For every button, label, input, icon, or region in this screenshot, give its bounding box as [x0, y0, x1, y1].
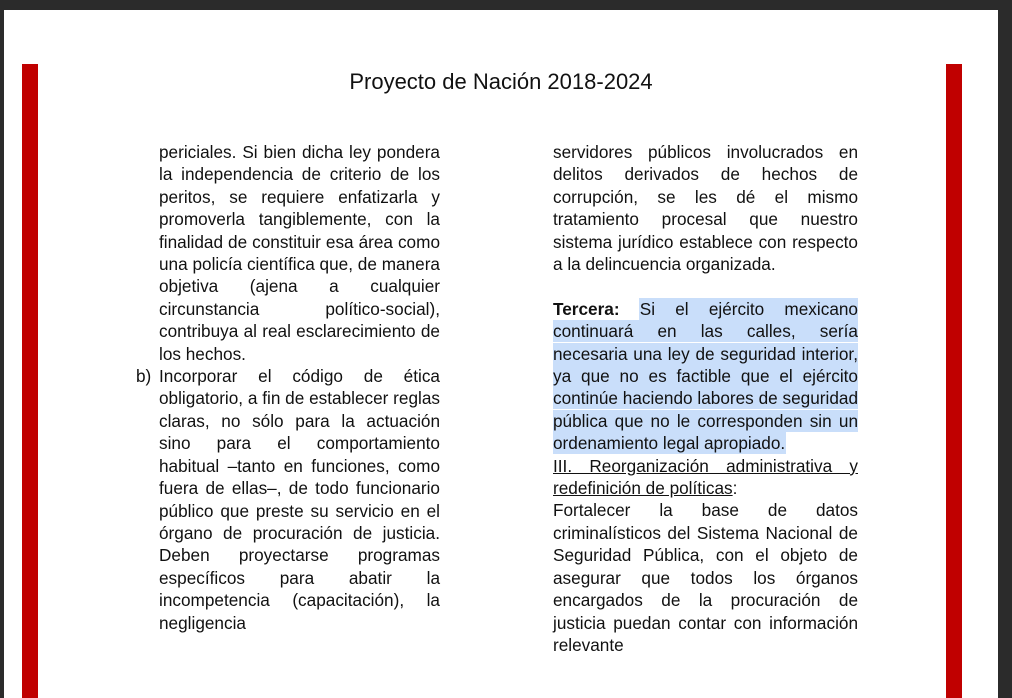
section-paragraph[interactable]: Fortalecer la base de datos criminalísticos del Sistema Nacional de Seguridad Pública, con el objeto de asegurar que todos los órganos encargados de la procuración de justicia puedan contar con información relevante: [553, 500, 858, 655]
right-red-margin-bar: [946, 64, 962, 698]
paragraph-gap: [553, 275, 858, 297]
section-heading-text: III. Reorganización administrativa y redefinición de políticas: [553, 455, 858, 499]
section-heading[interactable]: [553, 455, 858, 500]
list-item-b: [136, 365, 440, 634]
section-heading-colon: :: [732, 478, 738, 499]
right-column: [553, 141, 858, 656]
page-header: Proyecto de Nación 2018-2024: [349, 69, 653, 94]
left-red-margin-bar: [22, 64, 38, 698]
tercera-paragraph[interactable]: [553, 298, 858, 455]
left-column: [136, 141, 440, 634]
list-marker-b: b): [136, 366, 152, 387]
list-item-b-text[interactable]: Incorporar el código de ética obligatorio, a fin de establecer reglas claras, no sólo para la actuación sino para el comportamiento habitual –tanto en funciones, como fuera de ellas–, de todo funcionario público que preste su servicio en el órgano de procuración de justicia. Deben proyectarse programas específicos para abatir la incompetencia (capacitación), la negligencia: [159, 366, 440, 633]
selected-text-highlight[interactable]: Si el ejército mexicano continuará en las calles, sería necesaria una ley de seguridad interior, ya que no es factible que el ejército continúe haciendo labores de seguridad pública que no le corresponden sin un ordenamiento legal apropiado.: [553, 298, 858, 454]
tercera-label: Tercera:: [553, 298, 620, 319]
document-page: [4, 10, 998, 698]
left-continuation-paragraph[interactable]: periciales. Si bien dicha ley pondera la independencia de criterio de los peritos, se requiere enfatizarla y promoverla tangiblemente, con la finalidad de constituir esa área como una policía científica que, de manera objetiva (ajena a cualquier circunstancia político-social), contribuya al real esclarecimiento de los hechos.: [159, 142, 440, 364]
right-continuation-paragraph[interactable]: servidores públicos involucrados en delitos derivados de hechos de corrupción, se les dé el mismo tratamiento procesal que nuestro sistema jurídico establece con respecto a la delincuencia organizada.: [553, 142, 858, 275]
